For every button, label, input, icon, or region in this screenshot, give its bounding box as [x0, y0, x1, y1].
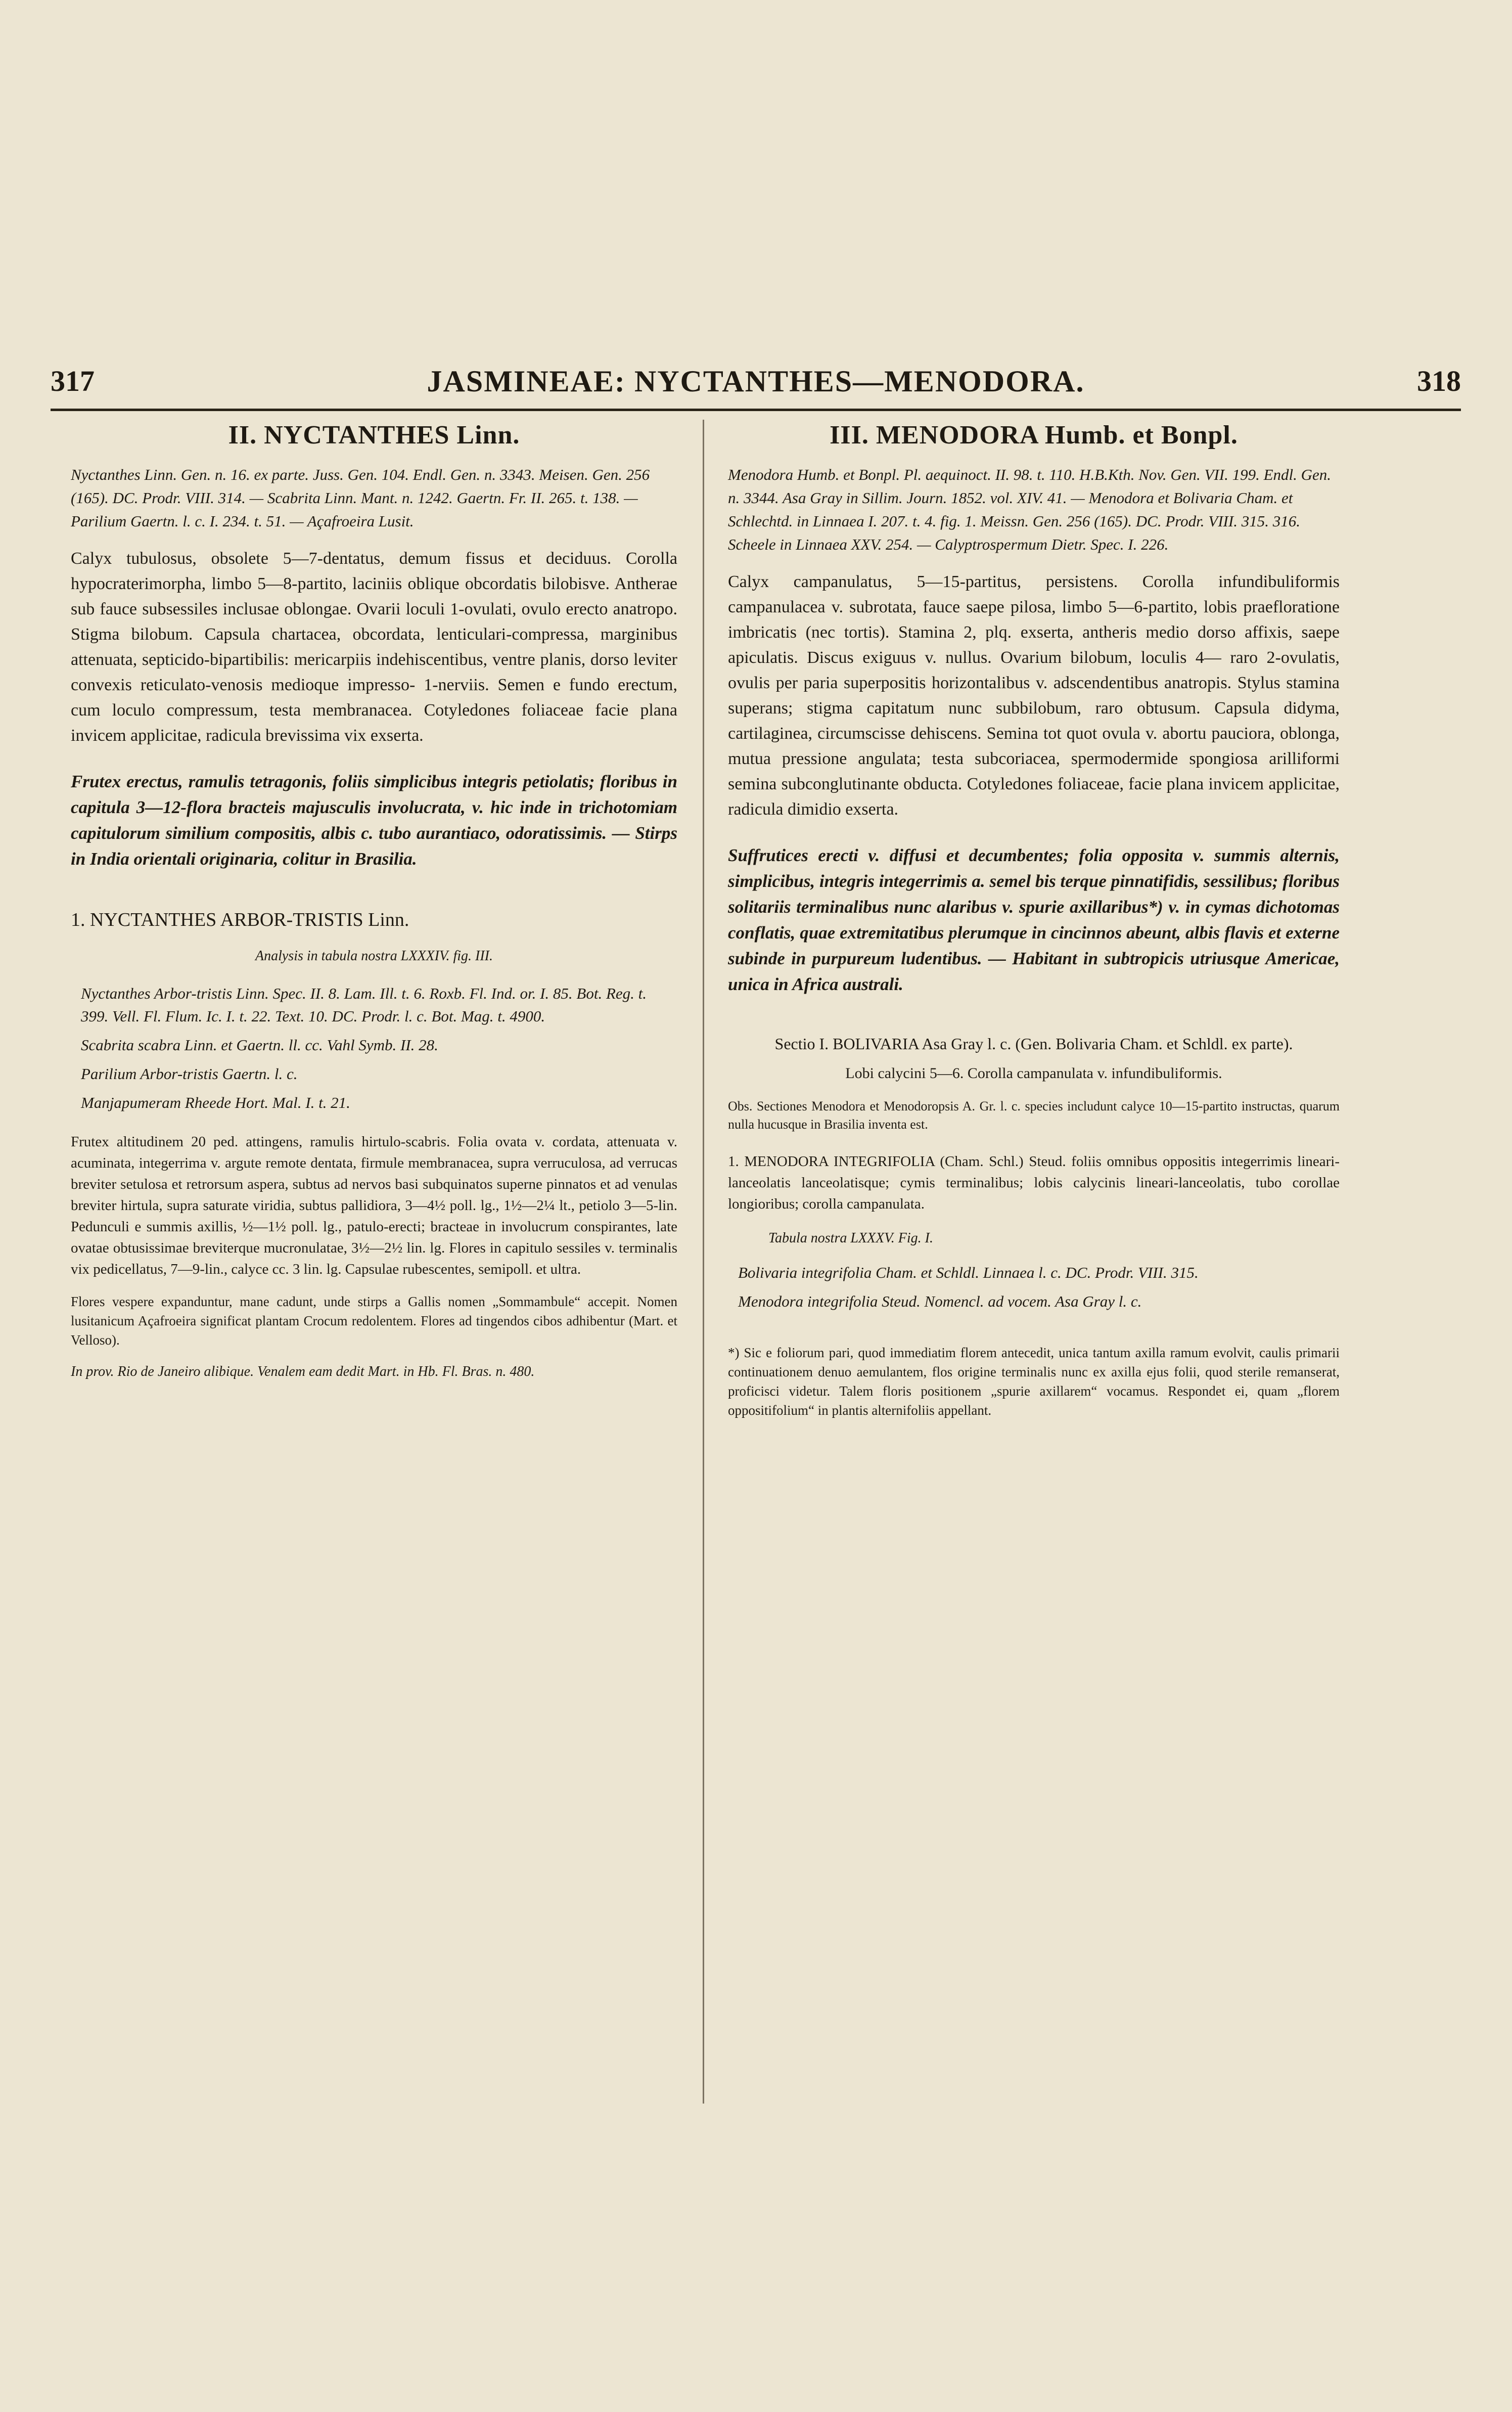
reference-line: Manjapumeram Rheede Hort. Mal. I. t. 21.	[81, 1094, 350, 1111]
genus-heading-menodora: III. MENODORA Humb. et Bonpl.	[830, 421, 1238, 450]
running-title: JASMINEAE: NYCTANTHES—MENODORA.	[427, 365, 1085, 398]
genus-diagnosis: Suffrutices erecti v. diffusi et decumbentes; folia opposita v. summis alternis, simplicibus, integris integerrimis a. semel bis terque pinnatifidis, sessilibus; floribus solitariis terminalibus nunc alaribus v. spurie axillaribus*) v. in cymas dichotomas conflatis, quae extremitatibus plerumque in cincinnos abeunt, albis flavis et externe subinde in purpureum ludentibus. — Habitant in subtropicis utriusque Americae, unica in Africa australi.	[728, 845, 1340, 994]
analysis-note: Analysis in tabula nostra LXXXIV. fig. III.	[255, 948, 493, 964]
species-description: Frutex altitudinem 20 ped. attingens, ramulis hirtulo-scabris. Folia ovata v. cordata, attenuata v. acuminata, integerrima v. argute remote dentata, firmule membranacea, supra verruculosa, ad verrucas breviter setulosa et retrorsum aspera, subtus ad nervos basi subquinatos superne pinnatos et ad venulas breviter hirtula, supra saturate viridia, subtus pallidiora, 3—4½ poll. lg., 1½—2¼ lt., petiolo 3—5-lin. Pedunculi e summis axillis, ½—1½ poll. lg., patulo-erecti; bracteae in involucrum conspirantes, late ovatae obtusissimae breviterque mucronulatae, 3½—2½ lin. lg. Flores in capitulo sessiles v. terminalis vix pedicellatus, 7—9-lin., calyce cc. 3 lin. lg. Capsulae rubescentes, semipoll. et ultra.	[71, 1134, 677, 1277]
genus-synonymy: Nyctanthes Linn. Gen. n. 16. ex parte. Juss. Gen. 104. Endl. Gen. n. 3343. Meisen. Gen. 256 (165). DC. Prodr. VIII. 314. — Scabrita Linn. Mant. n. 1242. Gaertn. Fr. II. 265. t. 138. — Parilium Gaertn. l. c. I. 234. t. 51. — Açafroeira Lusit.	[71, 466, 650, 530]
plate-reference: Tabula nostra LXXXV. Fig. I.	[768, 1230, 933, 1246]
section-heading: Sectio I. BOLIVARIA Asa Gray l. c. (Gen. Bolivaria Cham. et Schldl. ex parte).	[774, 1035, 1293, 1053]
genus-diagnosis: Frutex erectus, ramulis tetragonis, foliis simplicibus integris petiolatis; floribus in capitula 3—12-flora bracteis majusculis involucrata, v. hic inde in trichotomiam capitulorum similium compositis, albis c. tubo aurantiaco, odoratissimis. — Stirps in India orientali originaria, colitur in Brasilia.	[71, 772, 677, 869]
species-description: 1. MENODORA INTEGRIFOLIA (Cham. Schl.) Steud. foliis omnibus oppositis integerrimis lineari-lanceolatis lanceolatisque; cymis terminalibus; lobis calycinis lineari-lanceolatis, tubo corollae longioribus; corolla campanulata.	[728, 1153, 1340, 1212]
provenance: In prov. Rio de Janeiro alibique. Venalem eam dedit Mart. in Hb. Fl. Bras. n. 480.	[71, 1364, 535, 1379]
page-number-right: 318	[1417, 365, 1461, 397]
header-rule	[51, 409, 1461, 411]
reference-line: Parilium Arbor-tristis Gaertn. l. c.	[81, 1065, 298, 1083]
footnote: *) Sic e foliorum pari, quod immediatim florem antecedit, unica tantum axilla ramum evolvit, caulis primarii continuationem denuo aemulantem, flos origine terminalis nunc ex axilla ejus folii, quod sterile remanserat, proficisci videtur. Talem floris positionem „spurie axillarem“ vocamus. Respondet ei, quam „florem oppositifolium“ in plantis alternifoliis appellant.	[728, 1345, 1340, 1418]
reference-line: Menodora integrifolia Steud. Nomencl. ad vocem. Asa Gray l. c.	[738, 1292, 1142, 1310]
reference-line: Bolivaria integrifolia Cham. et Schldl. Linnaea l. c. DC. Prodr. VIII. 315.	[738, 1264, 1199, 1281]
genus-description: Calyx tubulosus, obsolete 5—7-dentatus, demum fissus et deciduus. Corolla hypocraterimorpha, limbo 5—8-partito, laciniis oblique obcordatis bilobisve. Antherae sub fauce subsessiles inclusae oblongae. Ovarii loculi 1-ovulati, ovulo erecto anatropo. Stigma bilobum. Capsula chartacea, obcordata, lenticulari-compressa, marginibus attenuata, septicido-bipartibilis: mericarpiis indehiscentibus, ventre planis, dorso leviter convexis reticulato-venosis medioque impresso- 1-nerviis. Semen e fundo erectum, cum loculo compressum, testa membranacea. Cotyledones foliaceae facie plana invicem applicitae, radicula brevissima vix exserta.	[71, 549, 677, 745]
reference-line: Nyctanthes Arbor-tristis Linn. Spec. II. 8. Lam. Ill. t. 6. Roxb. Fl. Ind. or. I. 85. Bot. Reg. t. 399. Vell. Fl. Flum. Ic. I. t. 22. Text. 10. DC. Prodr. l. c. Bot. Mag. t. 4900.	[81, 985, 647, 1025]
running-head	[51, 364, 1461, 405]
left-column	[71, 420, 677, 1382]
reference-line: Scabrita scabra Linn. et Gaertn. ll. cc. Vahl Symb. II. 28.	[81, 1036, 438, 1054]
section-characters: Lobi calycini 5—6. Corolla campanulata v. infundibuliformis.	[845, 1065, 1222, 1082]
page-number-left: 317	[51, 365, 95, 397]
genus-heading-nyctanthes: II. NYCTANTHES Linn.	[228, 421, 520, 450]
right-column	[728, 420, 1340, 1420]
column-divider	[703, 420, 704, 2104]
genus-synonymy: Menodora Humb. et Bonpl. Pl. aequinoct. II. 98. t. 110. H.B.Kth. Nov. Gen. VII. 199. Endl. Gen. n. 3344. Asa Gray in Sillim. Journ. 1852. vol. XIV. 41. — Menodora et Bolivaria Cham. et Schlechtd. in Linnaea I. 207. t. 4. fig. 1. Meissn. Gen. 256 (165). DC. Prodr. VIII. 315. 316. Scheele in Linnaea XXV. 254. — Calyptrospermum Dietr. Spec. I. 226.	[728, 466, 1332, 553]
species-note: Flores vespere expanduntur, mane cadunt, unde stirps a Gallis nomen „Sommambule“ accepit. Nomen lusitanicum Açafroeira significat plantam Crocum redolentem. Flores ad tingendos cibos adhibentur (Mart. et Velloso).	[71, 1294, 677, 1348]
genus-description: Calyx campanulatus, 5—15-partitus, persistens. Corolla infundibuliformis campanulacea v. subrotata, fauce saepe pilosa, limbo 5—6-partito, lobis praefloratione imbricatis (nec tortis). Stamina 2, plq. exserta, antheris medio dorso affixis, saepe apiculatis. Discus exiguus v. nullus. Ovarium bilobum, loculis 4— raro 2-ovulatis, ovulis per paria superpositis horizontalibus v. adscendentibus anatropis. Stylus stamina superans; stigma capitatum nunc subbilobum, raro obtusum. Capsula didyma, cartilaginea, circumscisse dehiscens. Semina tot quot ovula v. abortu pauciora, oblonga, mutua pressione angulata; testa subcoriacea, spermodermide spongiosa arilliformi semina subconglutinante obducta. Cotyledones foliaceae, facie plana invicem applicitae, radicula dimidio exserta.	[728, 572, 1340, 819]
observation-note: Obs. Sectiones Menodora et Menodoropsis A. Gr. l. c. species includunt calyce 10—15-partito instructas, quarum nulla hucusque in Brasilia inventa est.	[728, 1099, 1340, 1132]
species-heading: 1. NYCTANTHES ARBOR-TRISTIS Linn.	[71, 909, 409, 930]
